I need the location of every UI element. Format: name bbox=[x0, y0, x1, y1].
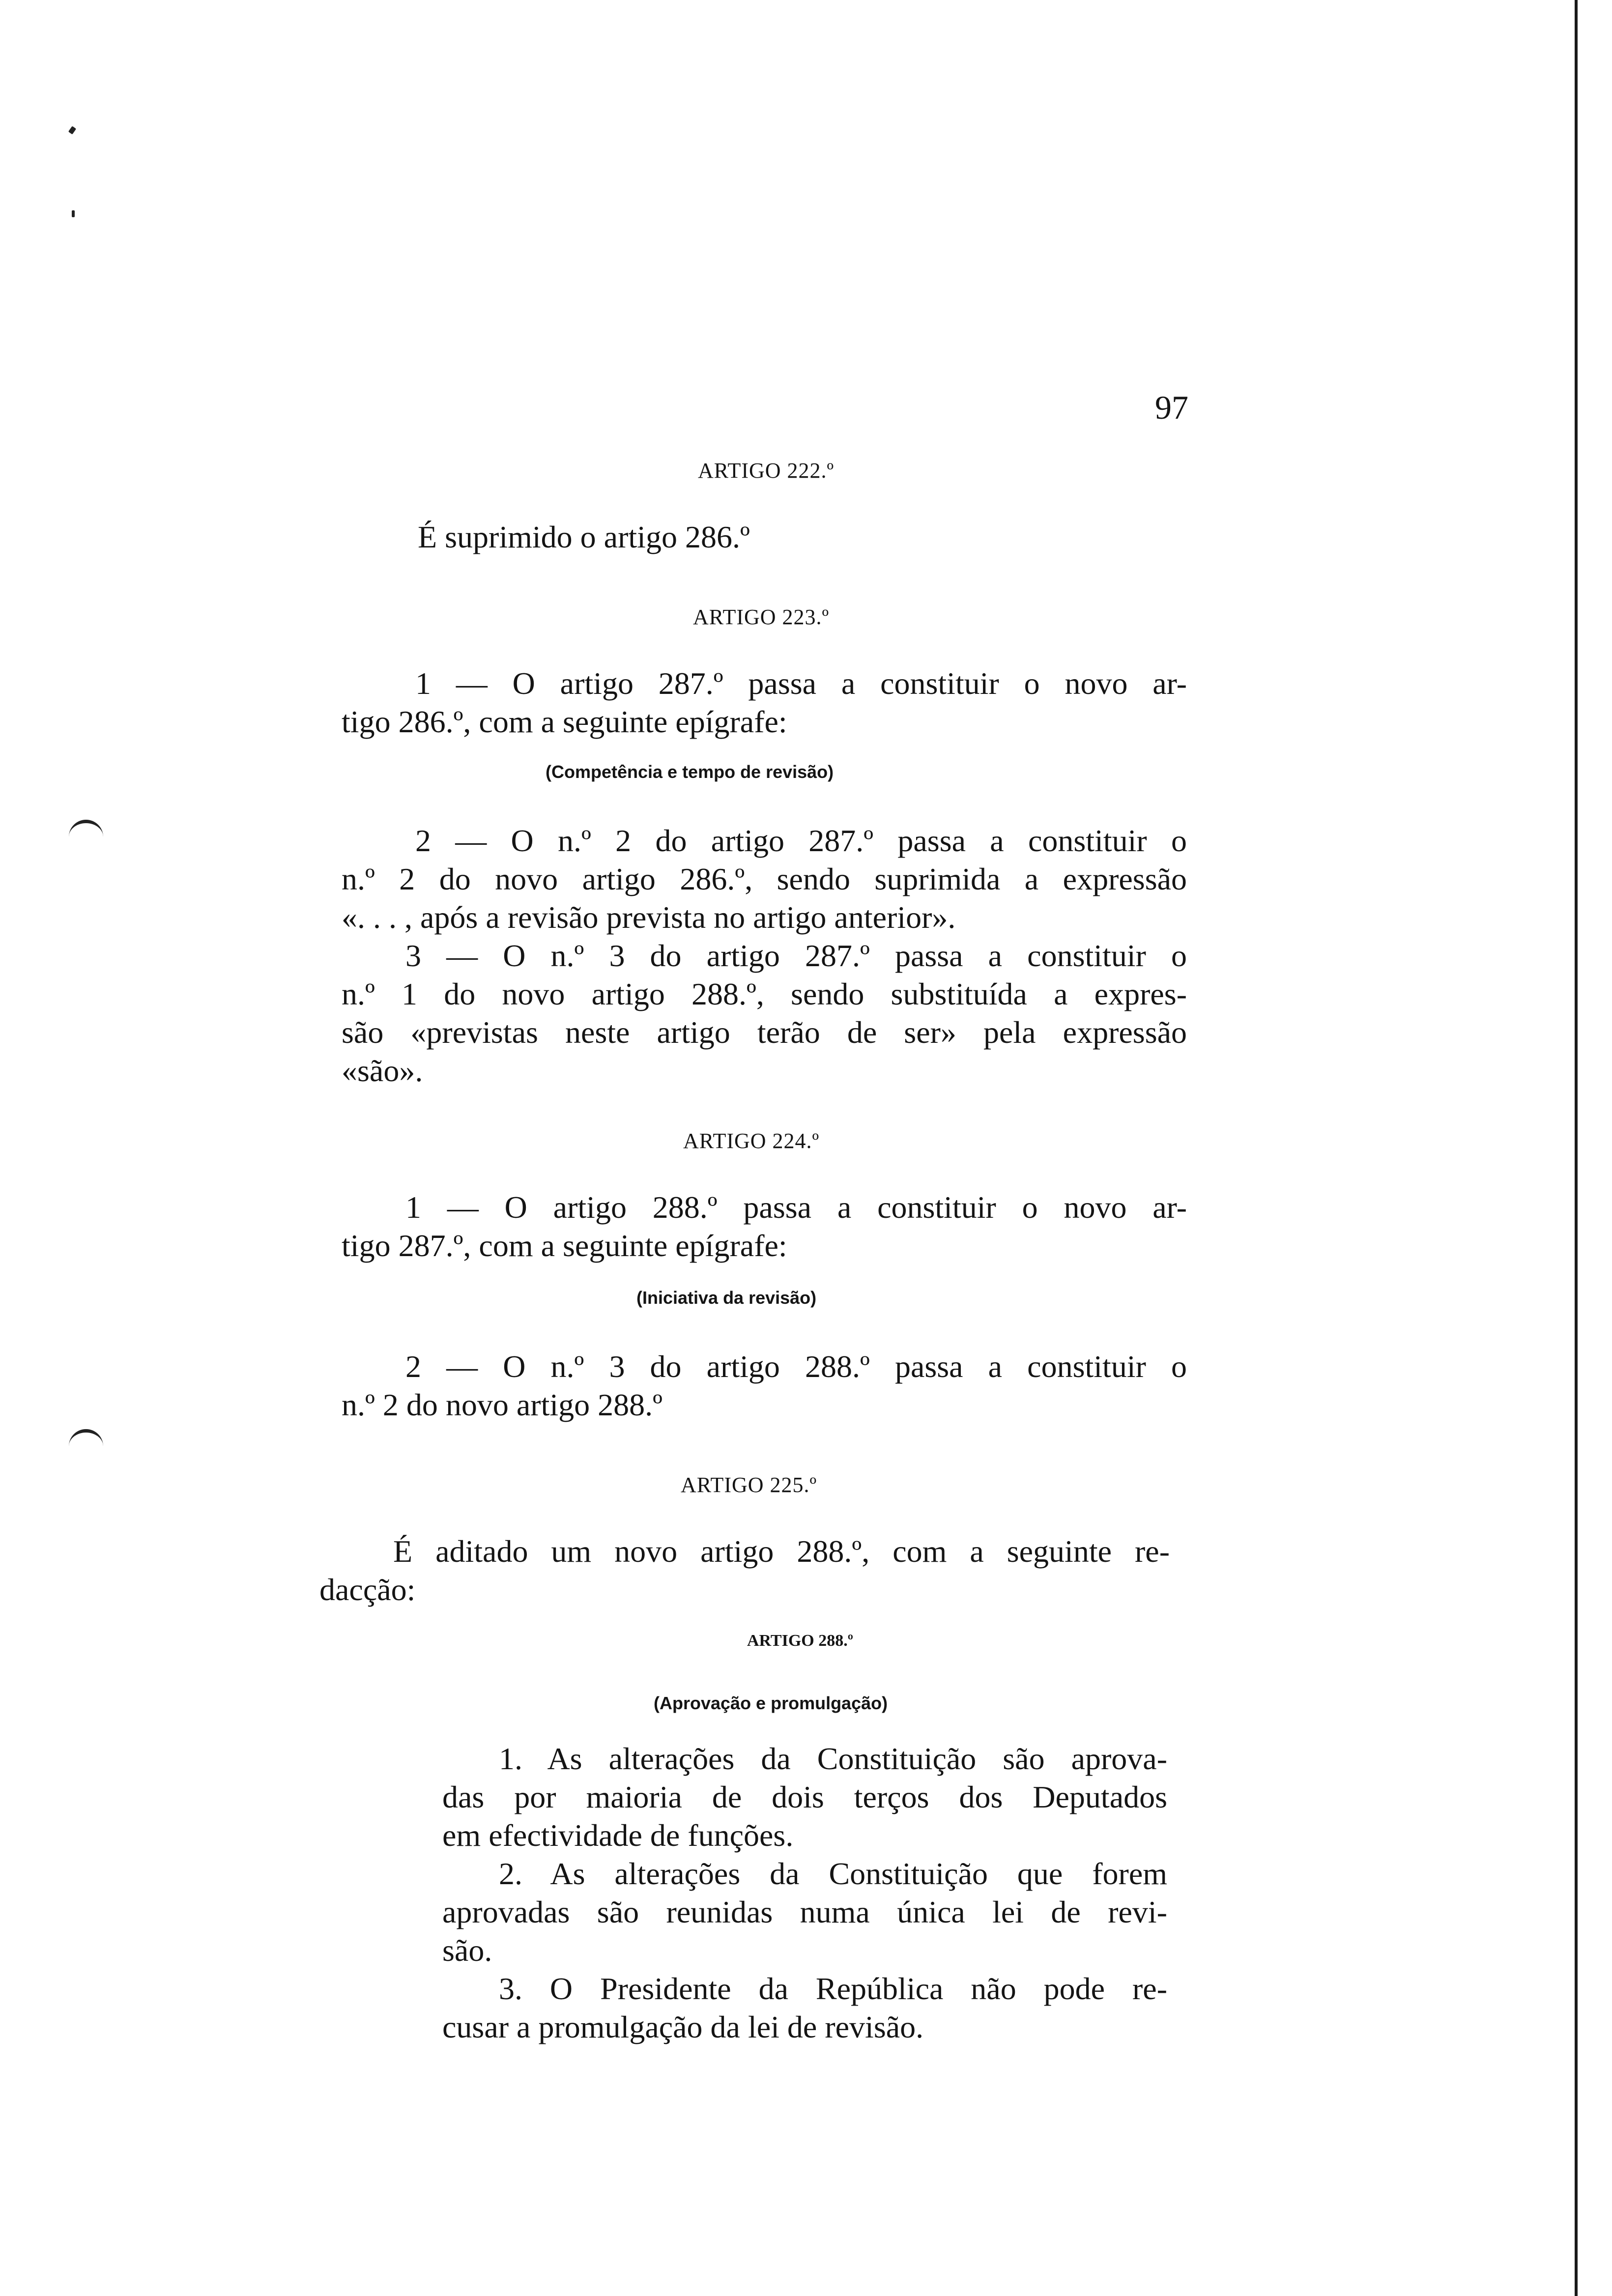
text-line: dacção: bbox=[319, 1572, 416, 1607]
text-line: 1 — O artigo 287.º passa a constituir o novo ar- bbox=[415, 666, 1187, 701]
text-line: n.º 2 do novo artigo 286.º, sendo suprimida a expressão bbox=[342, 861, 1187, 896]
article-223-paragraph-1 bbox=[342, 664, 1187, 741]
text-line: n.º 1 do novo artigo 288.º, sendo substituída a expres- bbox=[342, 976, 1187, 1011]
text-line: tigo 287.º, com a seguinte epígrafe: bbox=[342, 1228, 787, 1263]
text-line: aprovadas são reunidas numa única lei de revi- bbox=[442, 1894, 1167, 1929]
inner-article-heading-288: ARTIGO 288.º bbox=[747, 1632, 853, 1650]
scan-speck bbox=[72, 210, 75, 217]
article-heading-225: ARTIGO 225.º bbox=[681, 1473, 817, 1497]
text-line: 2 — O n.º 2 do artigo 287.º passa a constituir o bbox=[415, 823, 1187, 858]
epigraph-aprovacao: (Aprovação e promulgação) bbox=[654, 1693, 888, 1713]
epigraph-competencia: (Competência e tempo de revisão) bbox=[546, 762, 834, 782]
epigraph-iniciativa: (Iniciativa da revisão) bbox=[636, 1288, 817, 1308]
text-line: É aditado um novo artigo 288.º, com a seguinte re- bbox=[393, 1534, 1170, 1569]
text-line: tigo 286.º, com a seguinte epígrafe: bbox=[342, 704, 787, 739]
text-line: das por maioria de dois terços dos Deputados bbox=[442, 1779, 1167, 1814]
scan-speck bbox=[68, 126, 76, 134]
article-heading-223: ARTIGO 223.º bbox=[693, 605, 830, 629]
article-222-text: É suprimido o artigo 286.º bbox=[418, 519, 750, 554]
text-line: «. . . , após a revisão prevista no artigo anterior». bbox=[342, 900, 956, 935]
page-number: 97 bbox=[1155, 389, 1188, 426]
text-line: 3. O Presidente da República não pode re- bbox=[499, 1971, 1167, 2006]
page-edge-rule bbox=[1575, 0, 1578, 2296]
text-line: 2 — O n.º 3 do artigo 288.º passa a constituir o bbox=[405, 1349, 1187, 1384]
article-288-items bbox=[442, 1740, 1167, 2046]
text-line: 1 — O artigo 288.º passa a constituir o novo ar- bbox=[405, 1190, 1187, 1225]
article-288-item-1 bbox=[442, 1740, 1167, 1855]
binding-hole-mark bbox=[69, 1429, 103, 1452]
text-line: em efectividade de funções. bbox=[442, 1818, 794, 1853]
text-line: 1. As alterações da Constituição são aprova- bbox=[499, 1741, 1167, 1776]
article-288-item-3 bbox=[442, 1970, 1167, 2046]
text-line: são «previstas neste artigo terão de ser» pela expressão bbox=[342, 1015, 1187, 1050]
article-224-paragraph-2 bbox=[342, 1348, 1187, 1424]
article-heading-224: ARTIGO 224.º bbox=[683, 1129, 820, 1153]
article-288-item-2 bbox=[442, 1855, 1167, 1970]
text-line: cusar a promulgação da lei de revisão. bbox=[442, 2009, 924, 2044]
article-heading-222: ARTIGO 222.º bbox=[698, 459, 835, 483]
binding-hole-mark bbox=[69, 820, 103, 843]
text-line: «são». bbox=[342, 1053, 423, 1088]
text-line: n.º 2 do novo artigo 288.º bbox=[342, 1387, 662, 1422]
article-224-paragraph-1 bbox=[342, 1188, 1187, 1265]
text-line: 2. As alterações da Constituição que forem bbox=[499, 1856, 1167, 1891]
text-line: são. bbox=[442, 1933, 492, 1968]
article-225-paragraph bbox=[319, 1532, 1170, 1609]
text-line: 3 — O n.º 3 do artigo 287.º passa a constituir o bbox=[405, 938, 1187, 973]
article-223-paragraph-2-3 bbox=[342, 822, 1187, 1090]
